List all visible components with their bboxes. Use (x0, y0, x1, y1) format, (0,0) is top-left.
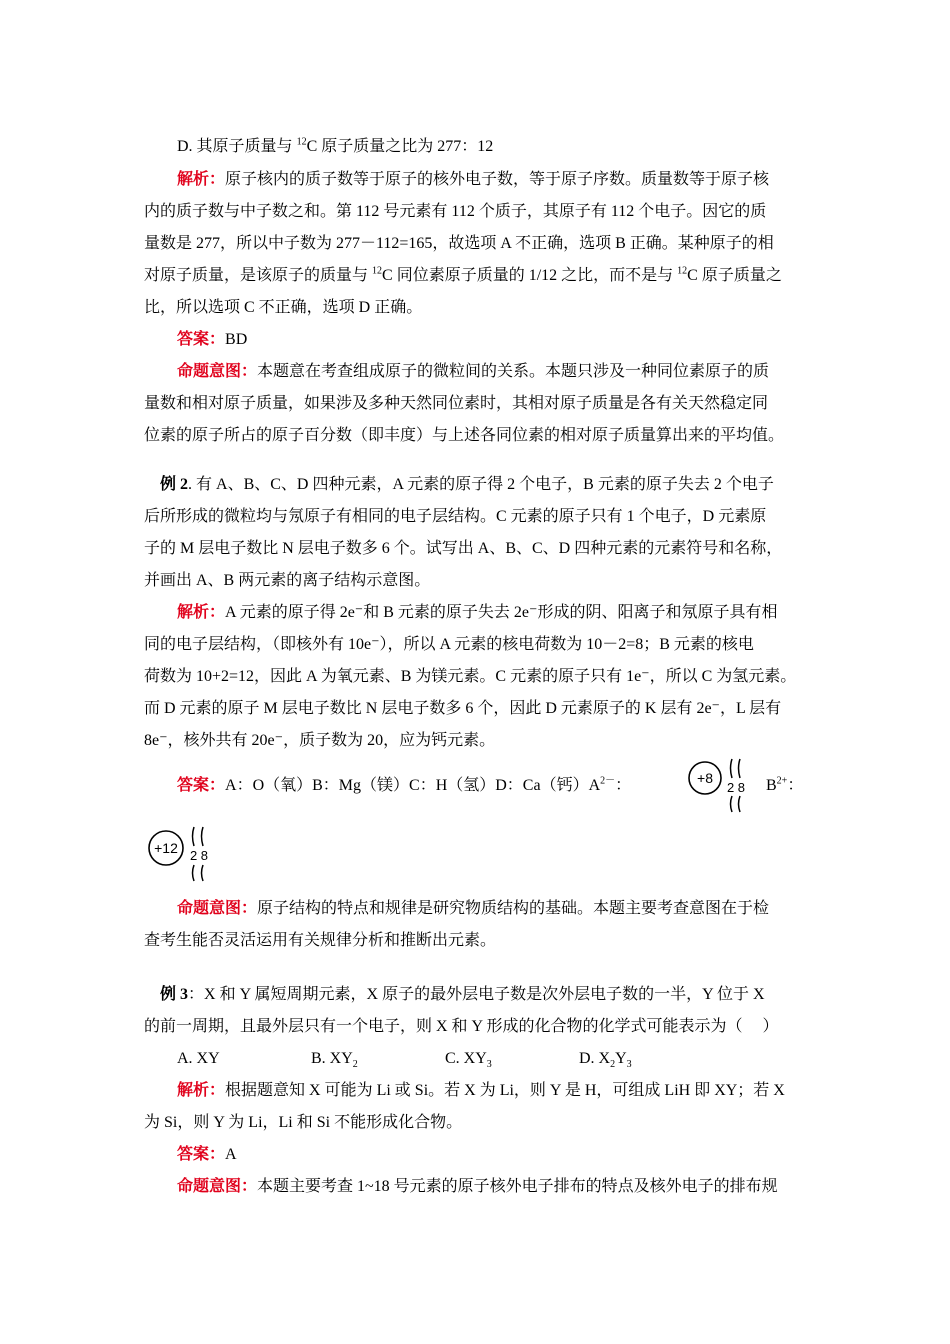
answer-label: 答案： (177, 777, 226, 794)
q1-intent-line: 命题意图：本题意在考查组成原子的微粒间的关系。本题只涉及一种同位素原子的质 (177, 363, 770, 380)
q2-stem-line: 并画出 A、B 两元素的离子结构示意图。 (144, 572, 431, 589)
q2-stem-line: 子的 M 层电子数比 N 层电子数多 6 个。试写出 A、B、C、D 四种元素的元素符号和名称， (144, 540, 783, 557)
q2-stem-line: 例 2. 有 A、B、C、D 四种元素，A 元素的原子得 2 个电子，B 元素的原子失去 2 个电子 (160, 476, 774, 493)
intent-label: 命题意图： (177, 363, 258, 380)
option-d: D. $X_2Y_3$ (579, 1050, 632, 1071)
shell-arc (202, 865, 204, 881)
option-c: C. $XY_3$ (445, 1050, 492, 1071)
shell-arc (193, 827, 195, 846)
shell-arc (739, 796, 741, 812)
analysis-label: 解析： (177, 1082, 226, 1099)
q2-answer: 答案：A：O（氧）B：Mg（镁）C：H（氢）D：Ca（钙）$A^{2-}$： (177, 775, 632, 794)
q2-intent-line: 命题意图：原子结构的特点和规律是研究物质结构的基础。本题主要考查意图在于检 (177, 900, 770, 917)
q3-label: 例 3 (160, 986, 189, 1003)
q3-intent-line: 命题意图：本题主要考查 1~18 号元素的原子核外电子排布的特点及核外电子的排布规 (177, 1178, 778, 1195)
shell-electrons: 2 8 (189, 848, 209, 863)
q1-analysis-line: 内的质子数与中子数之和。第 112 号元素有 112 个质子，其原子有 112 个电子。因它的质 (144, 203, 767, 220)
option-a: A. XY (177, 1050, 220, 1067)
shell-arc (731, 796, 733, 812)
shell-arc (739, 759, 741, 778)
q3-stem-line: 例 3：X 和 Y 属短周期元素，X 原子的最外层电子数是次外层电子数的一半，Y 位于 X (160, 986, 765, 1003)
q2-answer-b: $B^{2+}$： (766, 775, 804, 794)
q1-analysis-line: 量数是 277，所以中子数为 277－112=165，故选项 A 不正确，选项 B 正确。某种原子的相 (144, 235, 774, 252)
q2-analysis-line: 解析：A 元素的原子得 2e⁻和 B 元素的原子失去 2e⁻形成的阴、阳离子和氖原子具有相 (177, 604, 778, 621)
option-d: D. 其原子质量与 $^{12}$C 原子质量之比为 277：12 (177, 136, 494, 155)
intent-label: 命题意图： (177, 1178, 258, 1195)
analysis-label: 解析： (177, 604, 226, 621)
q2-stem-line: 后所形成的微粒均与氖原子有相同的电子层结构。C 元素的原子只有 1 个电子，D 元素原 (144, 508, 767, 525)
analysis-label: 解析： (177, 171, 226, 188)
nucleus-charge: +8 (697, 770, 713, 786)
q3-analysis-line: 解析：根据题意知 X 可能为 Li 或 Si。若 X 为 Li，则 Y 是 H，可组成 LiH 即 XY；若 X (177, 1082, 785, 1099)
ion-b-structure-diagram (146, 824, 222, 889)
intent-label: 命题意图： (177, 900, 258, 917)
q2-analysis-line: 荷数为 10+2=12，因此 A 为氧元素、B 为镁元素。C 元素的原子只有 1e⁻，所以 C 为氢元素。 (144, 668, 797, 685)
q1-intent-line: 位素的原子所占的原子百分数（即丰度）与上述各同位素的相对原子质量算出来的平均值。 (144, 427, 785, 444)
shell-arc (202, 827, 204, 846)
nucleus-charge: +12 (154, 840, 178, 856)
q2-label: 例 2 (160, 476, 189, 493)
shell-arc (731, 759, 733, 778)
answer-label: 答案： (177, 331, 226, 348)
q1-analysis-line: 解析：原子核内的质子数等于原子的核外电子数，等于原子序数。质量数等于原子核 (177, 171, 770, 188)
q3-answer: 答案：A (177, 1146, 237, 1163)
q3-stem-line: 的前一周期，且最外层只有一个电子，则 X 和 Y 形成的化合物的化学式可能表示为（ ） (144, 1018, 779, 1035)
q1-intent-line: 量数和相对原子质量，如果涉及多种天然同位素时，其相对原子质量是各有关天然稳定同 (144, 395, 769, 412)
q2-analysis-line: 8e⁻，核外共有 20e⁻，质子数为 20，应为钙元素。 (144, 732, 496, 749)
q3-options (177, 1048, 810, 1070)
option-b: B. $XY_2$ (311, 1050, 358, 1071)
q1-analysis-line: 比，所以选项 C 不正确，选项 D 正确。 (144, 299, 423, 316)
shell-arc (193, 865, 195, 881)
q2-analysis-line: 而 D 元素的原子 M 层电子数比 N 层电子数多 6 个，因此 D 元素原子的 K 层有 2e⁻，L 层有 (144, 700, 782, 717)
answer-label: 答案： (177, 1146, 226, 1163)
q3-analysis-line: 为 Si，则 Y 为 Li，Li 和 Si 不能形成化合物。 (144, 1114, 463, 1131)
q2-intent-line: 查考生能否灵活运用有关规律分析和推断出元素。 (144, 932, 497, 949)
shell-electrons: 2 8 (726, 780, 746, 795)
ion-a-structure-diagram (686, 756, 756, 819)
q2-analysis-line: 同的电子层结构，（即核外有 10e⁻），所以 A 元素的核电荷数为 10－2=8；B 元素的核电 (144, 636, 754, 653)
q1-analysis-line: 对原子质量，是该原子的质量与 $^{12}$C 同位素原子质量的 1/12 之比，而不是与 $^{12}$C 原子质量之 (144, 265, 782, 284)
q1-answer: 答案：BD (177, 331, 248, 348)
